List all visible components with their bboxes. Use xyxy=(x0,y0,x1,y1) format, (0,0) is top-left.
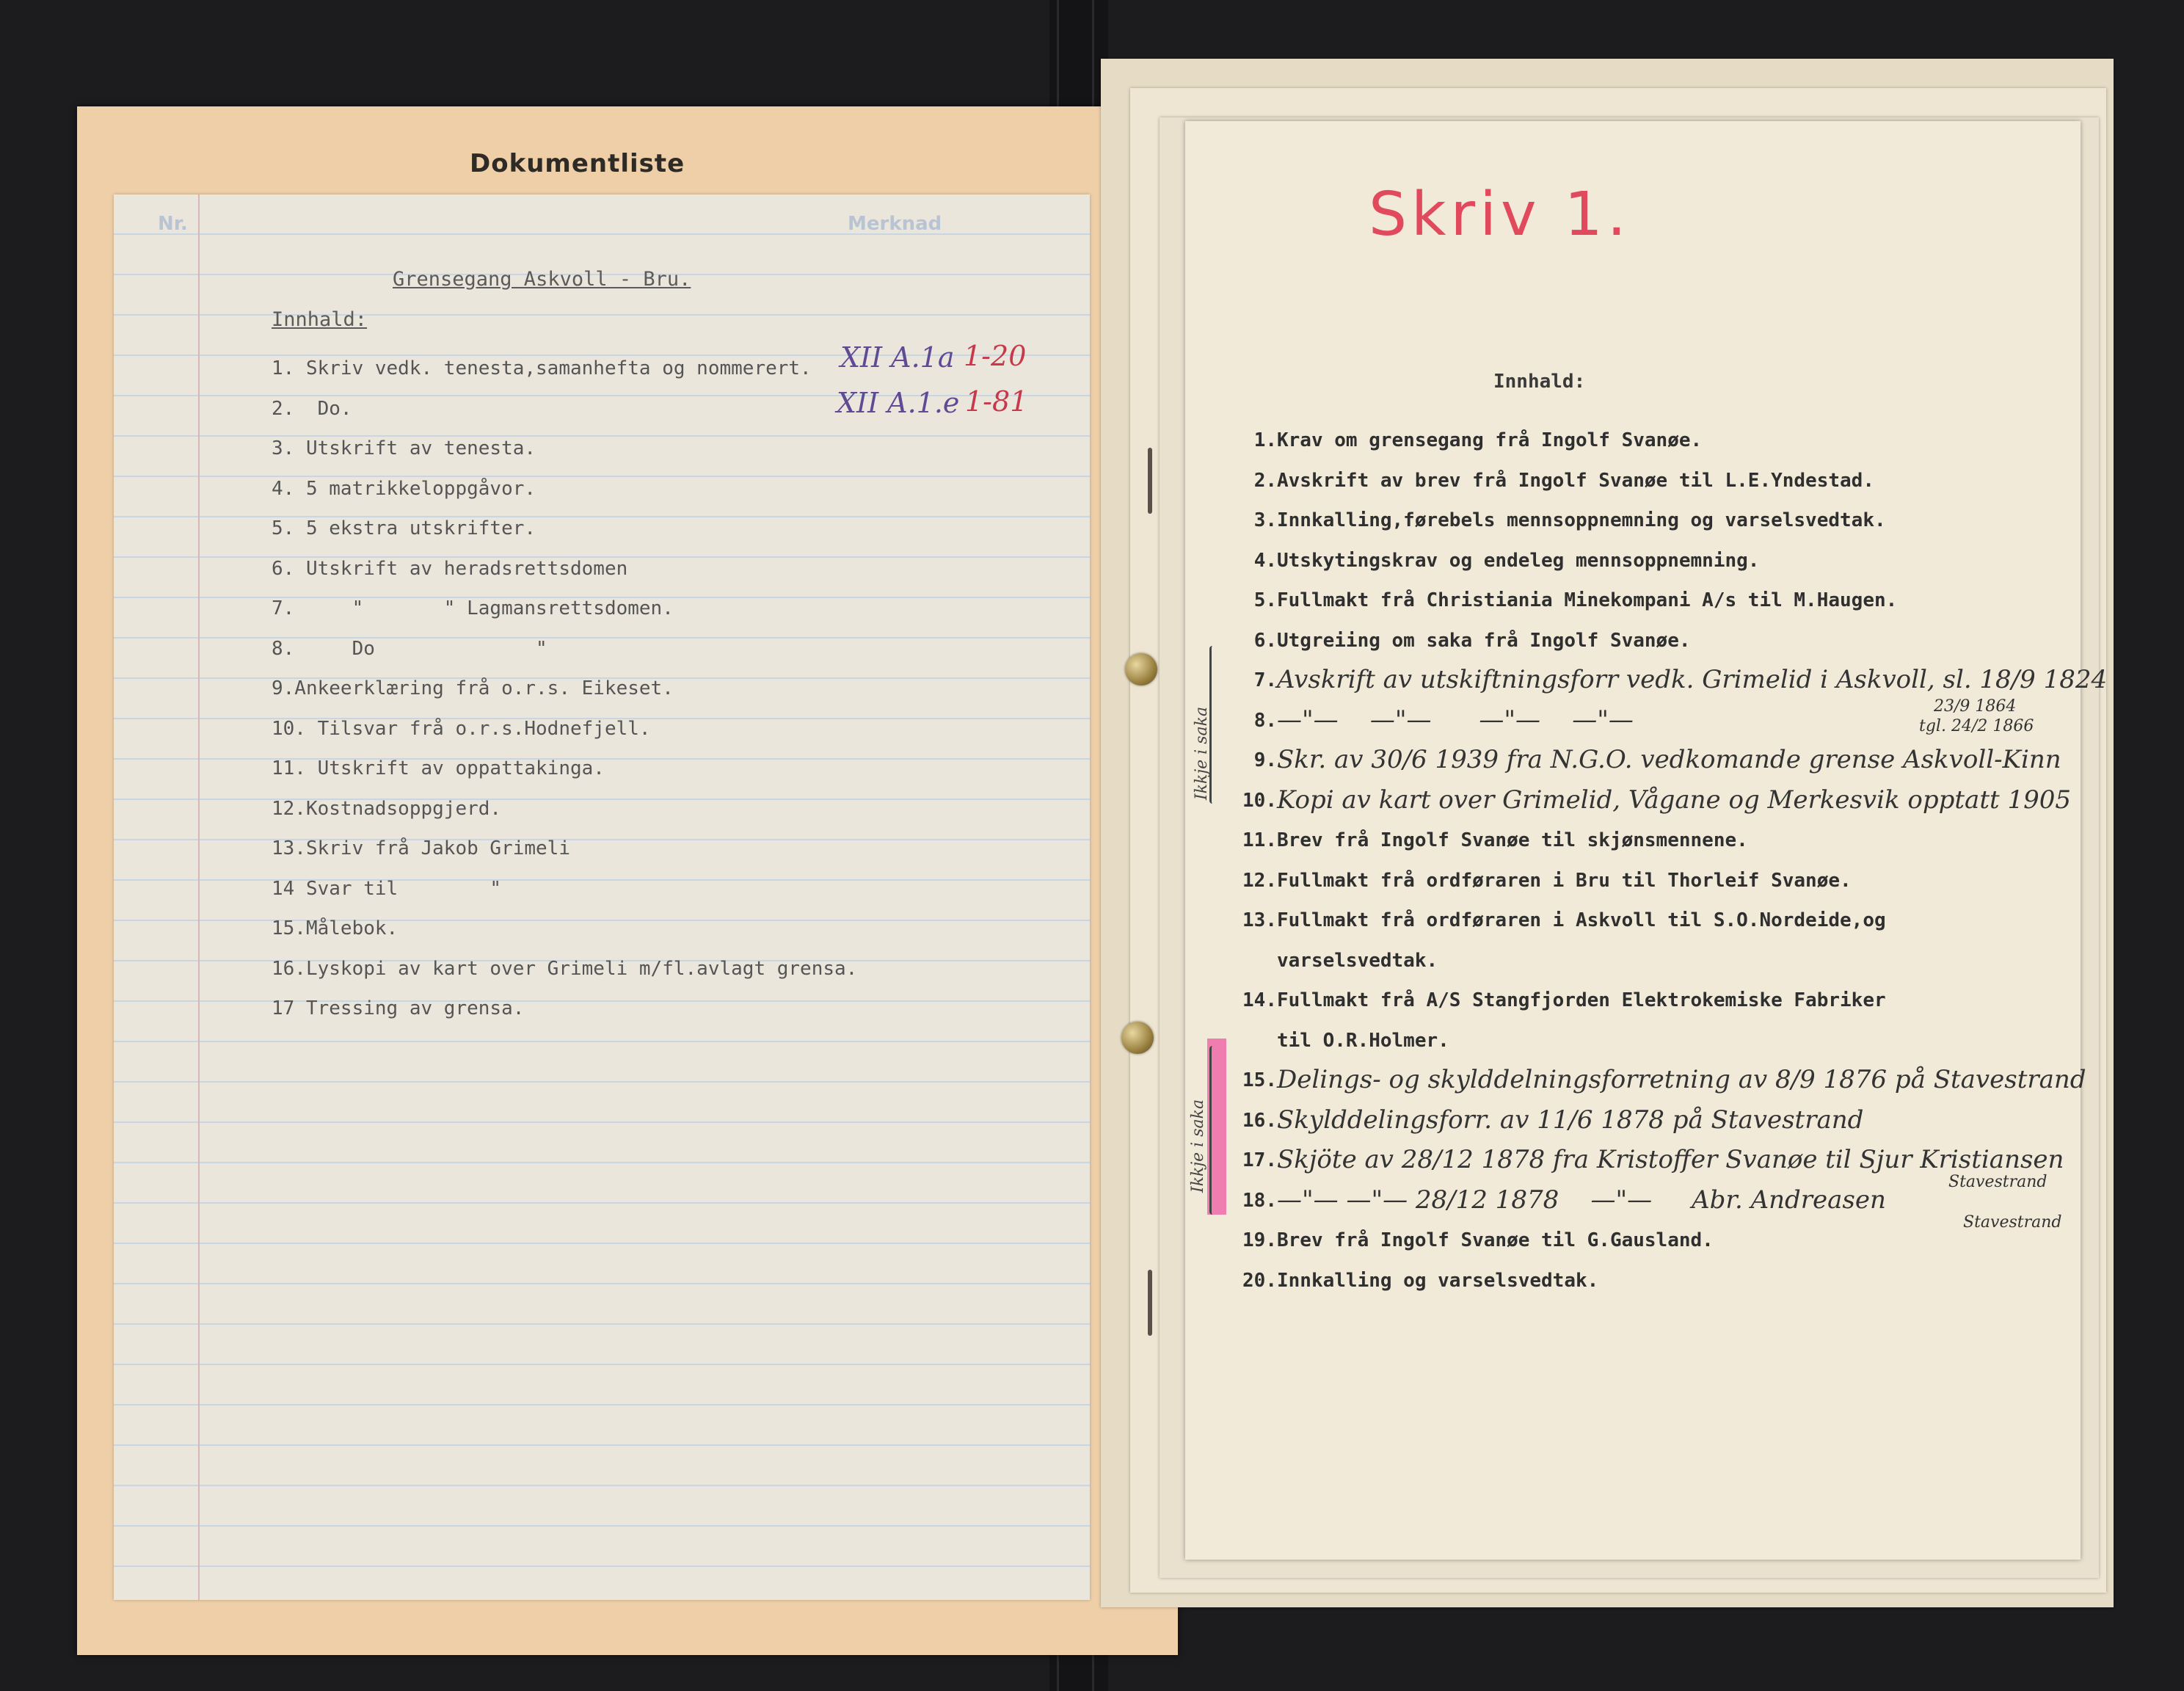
margin-note-date: tgl. 24/2 1866 xyxy=(1919,717,2034,735)
annotation-range-2: 1-81 xyxy=(965,385,1028,418)
item-number: 2. xyxy=(1253,469,1277,492)
item-number: 19. xyxy=(1242,1229,1277,1251)
contents-sheet xyxy=(1185,121,2108,1560)
item-number: 20. xyxy=(1242,1269,1277,1292)
list-item: 9.Ankeerklæring frå o.r.s. Eikeset. xyxy=(272,677,674,699)
margin-line xyxy=(198,194,200,1600)
annotation-code-1: XII A.1a xyxy=(840,341,955,374)
column-note-label: Merknad xyxy=(848,213,942,235)
sheet-subheading: Innhald: xyxy=(1493,371,1586,393)
list-item: 2. Do. xyxy=(272,397,352,420)
typed-item: Utgreiing om saka frå Ingolf Svanøe. xyxy=(1277,629,1691,652)
typed-item: Avskrift av brev frå Ingolf Svanøe til L.E.Yndestad. xyxy=(1277,469,1874,492)
margin-note-place: Stavestrand xyxy=(1963,1213,2062,1232)
item-number: 11. xyxy=(1242,829,1277,851)
typed-item: Innkalling og varselsvedtak. xyxy=(1277,1269,1599,1292)
margin-note-date: 23/9 1864 xyxy=(1934,697,2017,716)
item-number: 14. xyxy=(1242,989,1277,1011)
document-list-sheet xyxy=(114,194,1090,1600)
bracket-mark xyxy=(1209,1046,1217,1215)
list-item: 3. Utskrift av tenesta. xyxy=(272,437,536,459)
item-number: 15. xyxy=(1242,1069,1277,1091)
annotation-code-2: XII A.1.e xyxy=(837,387,960,419)
list-item: 7. " " Lagmansrettsdomen. xyxy=(272,597,674,619)
list-item: 6. Utskrift av heradsrettsdomen xyxy=(272,557,628,580)
item-number: 12. xyxy=(1242,869,1277,892)
typed-item: Utskytingskrav og endeleg mennsoppnemning. xyxy=(1277,549,1760,572)
list-item: 16.Lyskopi av kart over Grimeli m/fl.avlagt grensa. xyxy=(272,957,858,980)
typed-item: Fullmakt frå A/S Stangfjorden Elektrokemiske Fabriker xyxy=(1277,989,1886,1011)
annotation-range-1: 1-20 xyxy=(964,340,1027,372)
item-number: 1. xyxy=(1253,429,1277,451)
item-number: 9. xyxy=(1253,749,1277,771)
list-subheading: Innhald: xyxy=(272,308,368,331)
punch-hole xyxy=(1148,1270,1152,1336)
binder-rivet xyxy=(1121,1022,1154,1054)
side-note-lower: Ikkje i saka xyxy=(1189,1099,1207,1193)
typed-item: Krav om grensegang frå Ingolf Svanøe. xyxy=(1277,429,1703,451)
binder-rivet xyxy=(1125,653,1157,686)
handwritten-item: Skylddelingsforr. av 11/6 1878 på Stavestrand xyxy=(1277,1105,1864,1135)
list-item: 1. Skriv vedk. tenesta,samanhefta og nommerert. xyxy=(272,357,812,379)
typed-item: varselsvedtak. xyxy=(1277,949,1438,972)
list-item: 14 Svar til " xyxy=(272,877,502,900)
item-number: 13. xyxy=(1242,909,1277,931)
handwritten-item: —"— —"— —"— —"— xyxy=(1277,705,1634,735)
item-number: 16. xyxy=(1242,1109,1277,1132)
list-heading: Grensegang Askvoll - Bru. xyxy=(393,268,691,291)
list-item: 17 Tressing av grensa. xyxy=(272,997,525,1019)
item-number: 10. xyxy=(1242,789,1277,812)
list-item: 15.Målebok. xyxy=(272,917,398,939)
handwritten-item: Avskrift av utskiftningsforr vedk. Grimelid i Askvoll, sl. 18/9 1824 xyxy=(1277,665,2108,694)
column-no-label: Nr. xyxy=(158,213,188,235)
typed-item: Fullmakt frå Christiania Minekompani A/s til M.Haugen. xyxy=(1277,589,1898,611)
item-number: 18. xyxy=(1242,1189,1277,1212)
typed-item: Innkalling,førebels mennsoppnemning og varselsvedtak. xyxy=(1277,509,1886,531)
left-folder xyxy=(77,106,1178,1655)
punch-hole xyxy=(1148,448,1152,514)
item-number: 5. xyxy=(1253,589,1277,611)
folder-title: Dokumentliste xyxy=(470,149,685,178)
sheet-heading: Skriv 1. xyxy=(1369,180,1631,250)
item-number: 17. xyxy=(1242,1149,1277,1171)
item-number: 6. xyxy=(1253,629,1277,652)
typed-item: Fullmakt frå ordføraren i Bru til Thorleif Svanøe. xyxy=(1277,869,1852,892)
item-number: 3. xyxy=(1253,509,1277,531)
handwritten-item: Delings- og skylddelningsforretning av 8/9 1876 på Stavestrand xyxy=(1277,1065,2086,1094)
list-item: 11. Utskrift av oppattakinga. xyxy=(272,757,605,779)
typed-item: til O.R.Holmer. xyxy=(1277,1029,1449,1052)
list-item: 13.Skriv frå Jakob Grimeli xyxy=(272,837,570,859)
item-number: 4. xyxy=(1253,549,1277,572)
handwritten-item: —"— —"— 28/12 1878 —"— Abr. Andreasen xyxy=(1277,1185,1886,1215)
side-note-upper: Ikkje i saka xyxy=(1193,706,1211,800)
handwritten-item: Skjöte av 28/12 1878 fra Kristoffer Svanøe til Sjur Kristiansen xyxy=(1277,1145,2064,1174)
typed-item: Brev frå Ingolf Svanøe til skjønsmennene. xyxy=(1277,829,1748,851)
list-item: 10. Tilsvar frå o.r.s.Hodnefjell. xyxy=(272,717,651,740)
list-item: 4. 5 matrikkeloppgåvor. xyxy=(272,477,536,500)
item-number: 8. xyxy=(1253,709,1277,732)
handwritten-item: Kopi av kart over Grimelid, Vågane og Merkesvik opptatt 1905 xyxy=(1277,785,2071,815)
list-item: 5. 5 ekstra utskrifter. xyxy=(272,517,536,539)
list-item: 12.Kostnadsoppgjerd. xyxy=(272,797,502,820)
margin-note-place: Stavestrand xyxy=(1948,1173,2048,1191)
item-number: 7. xyxy=(1253,669,1277,691)
handwritten-item: Skr. av 30/6 1939 fra N.G.O. vedkomande grense Askvoll-Kinn xyxy=(1277,745,2061,774)
typed-item: Brev frå Ingolf Svanøe til G.Gausland. xyxy=(1277,1229,1714,1251)
list-item: 8. Do " xyxy=(272,637,547,660)
typed-item: Fullmakt frå ordføraren i Askvoll til S.O.Nordeide,og xyxy=(1277,909,1886,931)
